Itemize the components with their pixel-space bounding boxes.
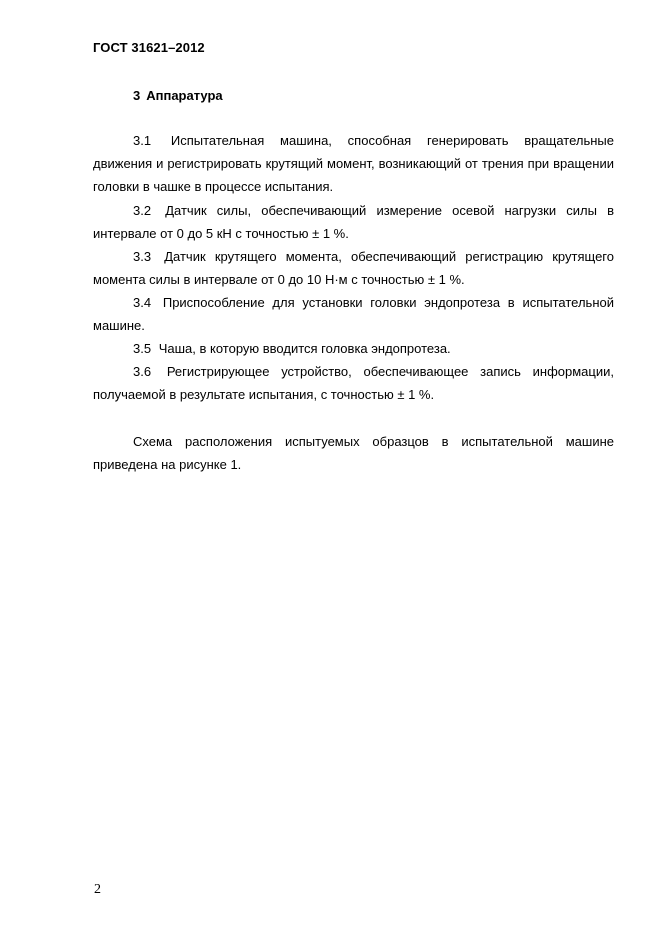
clause-text: Регистрирующее устройство, обеспечивающее запись информации, получаемой в результате испытания, с точностью ± 1 %. <box>93 364 614 402</box>
clause-text: Датчик силы, обеспечивающий измерение осевой нагрузки силы в интервале от 0 до 5 кН с точностью ± 1 %. <box>93 203 614 241</box>
standard-code-header: ГОСТ 31621–2012 <box>93 40 205 55</box>
clause-number: 3.3 <box>133 249 152 264</box>
clause-number: 3.6 <box>133 364 152 379</box>
clause-text: Чаша, в которую вводится головка эндопротеза. <box>158 341 451 356</box>
clause-number: 3.5 <box>133 341 152 356</box>
clause-number: 3.2 <box>133 203 152 218</box>
page-number: 2 <box>94 882 101 897</box>
clause-text: Испытательная машина, способная генерировать вращательные движения и регистрировать крутящий момент, возникающий от трения при вращении головки в чашке в процессе испытания. <box>93 133 614 194</box>
clause-3-3 <box>93 245 614 291</box>
clause-text: Датчик крутящего момента, обеспечивающий регистрацию крутящего момента силы в интервале от 0 до 10 Н·м с точностью ± 1 %. <box>93 249 614 287</box>
clause-3-2 <box>93 199 614 245</box>
figure-reference-note: Схема расположения испытуемых образцов в испытательной машине приведена на рисунке 1. <box>93 434 614 472</box>
section-number: 3 <box>133 88 141 103</box>
clause-number: 3.4 <box>133 295 152 310</box>
clause-3-5 <box>93 337 614 360</box>
clause-3-1 <box>93 129 614 198</box>
clause-text: Приспособление для установки головки эндопротеза в испытательной машине. <box>93 295 614 333</box>
clause-number: 3.1 <box>133 133 152 148</box>
clause-3-6 <box>93 360 614 406</box>
section-heading <box>133 88 223 103</box>
clause-3-4 <box>93 291 614 337</box>
section-title: Аппаратура <box>146 88 223 103</box>
